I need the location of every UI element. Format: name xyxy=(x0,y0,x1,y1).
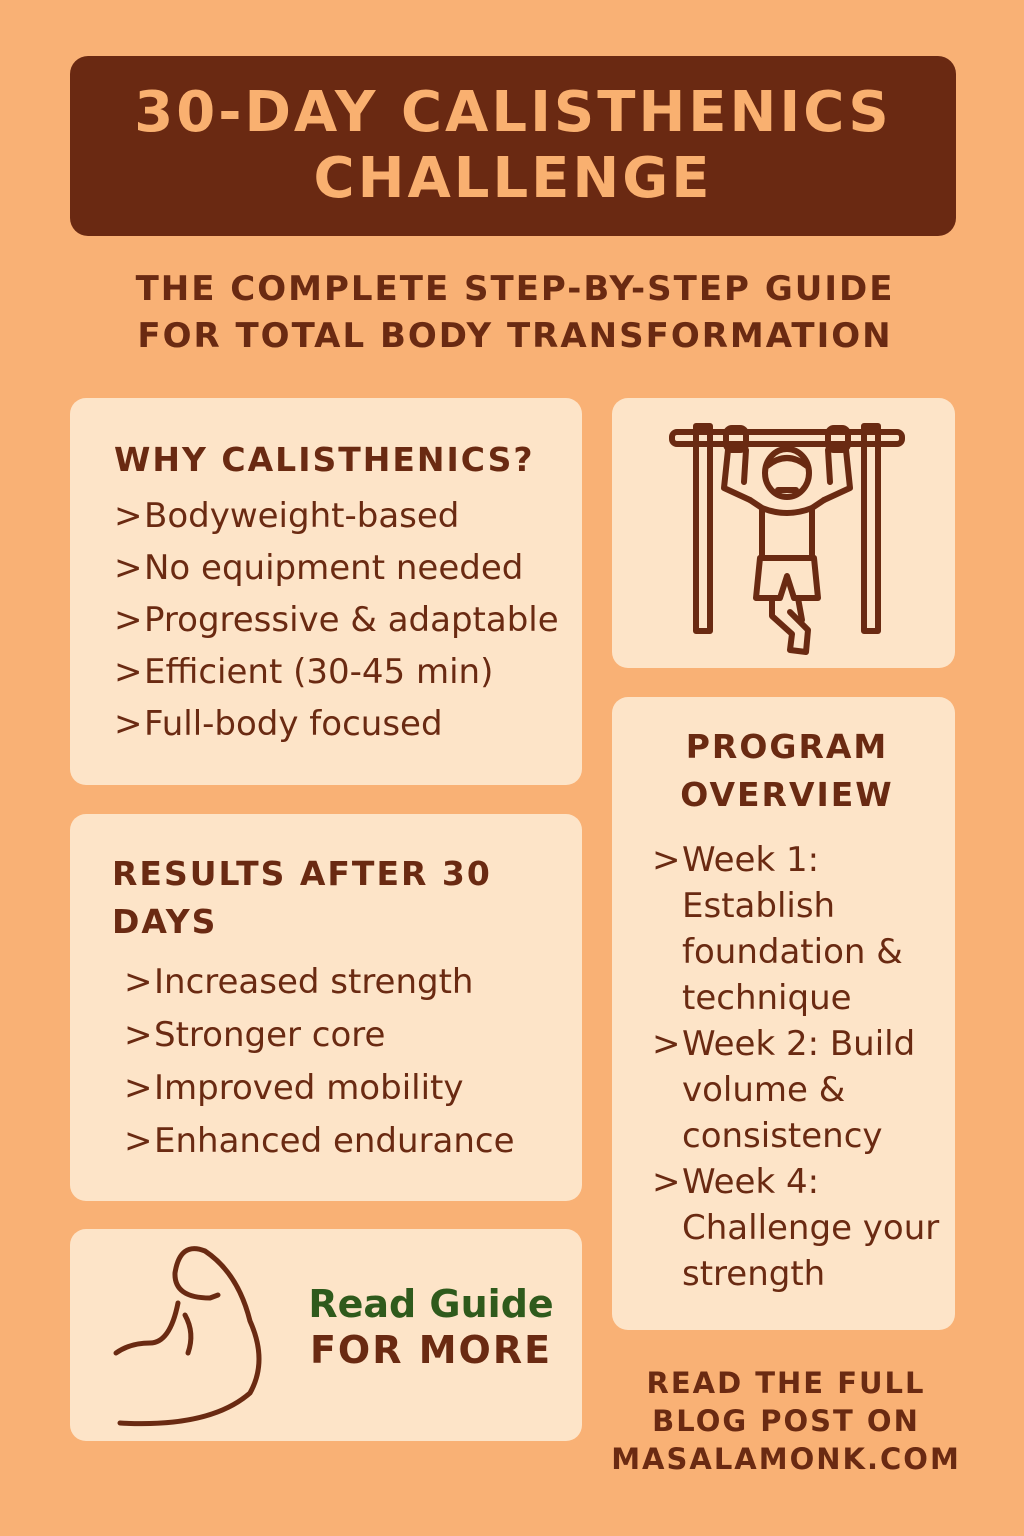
title-line-1: 30-DAY CALISTHENICS xyxy=(134,80,892,145)
list-item: > Week 1: Establish foundation & technique xyxy=(652,837,955,1021)
pullup-illustration-card xyxy=(612,398,955,668)
why-heading: WHY CALISTHENICS? xyxy=(114,440,535,479)
list-item: > Stronger core xyxy=(112,1009,582,1062)
footer-line-1: READ THE FULL xyxy=(646,1366,926,1400)
title-line-2: CHALLENGE xyxy=(313,146,713,211)
results-list xyxy=(112,956,582,1168)
why-list xyxy=(114,490,582,750)
list-item: > Enhanced endurance xyxy=(112,1115,582,1168)
page-subtitle xyxy=(100,266,930,360)
blog-link[interactable]: MASALAMONK.COM xyxy=(611,1442,961,1476)
read-guide-link[interactable]: Read Guide xyxy=(308,1282,554,1326)
page-title xyxy=(134,80,891,212)
blog-footer[interactable] xyxy=(596,1364,976,1478)
read-guide-card[interactable] xyxy=(70,1229,582,1441)
title-banner xyxy=(70,56,956,236)
why-calisthenics-card xyxy=(70,398,582,785)
results-card xyxy=(70,814,582,1201)
list-item: > Increased strength xyxy=(112,956,582,1009)
list-item: > Full-body focused xyxy=(114,698,582,750)
subtitle-line-1: THE COMPLETE STEP-BY-STEP GUIDE xyxy=(135,269,895,309)
list-item: > Efficient (30-45 min) xyxy=(114,646,582,698)
list-item: > Week 2: Build volume & consistency xyxy=(652,1021,955,1159)
overview-list xyxy=(652,837,955,1297)
list-item: > No equipment needed xyxy=(114,542,582,594)
flexed-bicep-icon xyxy=(110,1243,270,1428)
list-item: > Progressive & adaptable xyxy=(114,594,582,646)
pull-up-figure-icon xyxy=(612,398,955,668)
footer-line-2: BLOG POST ON xyxy=(652,1404,920,1438)
read-guide-cta[interactable] xyxy=(306,1281,556,1373)
results-heading: RESULTS AFTER 30 DAYS xyxy=(112,854,492,941)
list-item: > Bodyweight-based xyxy=(114,490,582,542)
for-more-label: FOR MORE xyxy=(309,1328,553,1372)
subtitle-line-2: FOR TOTAL BODY TRANSFORMATION xyxy=(137,316,893,356)
program-overview-card xyxy=(612,697,955,1330)
list-item: > Week 4: Challenge your strength xyxy=(652,1159,955,1297)
list-item: > Improved mobility xyxy=(112,1062,582,1115)
overview-heading: PROGRAM OVERVIEW xyxy=(680,727,894,814)
